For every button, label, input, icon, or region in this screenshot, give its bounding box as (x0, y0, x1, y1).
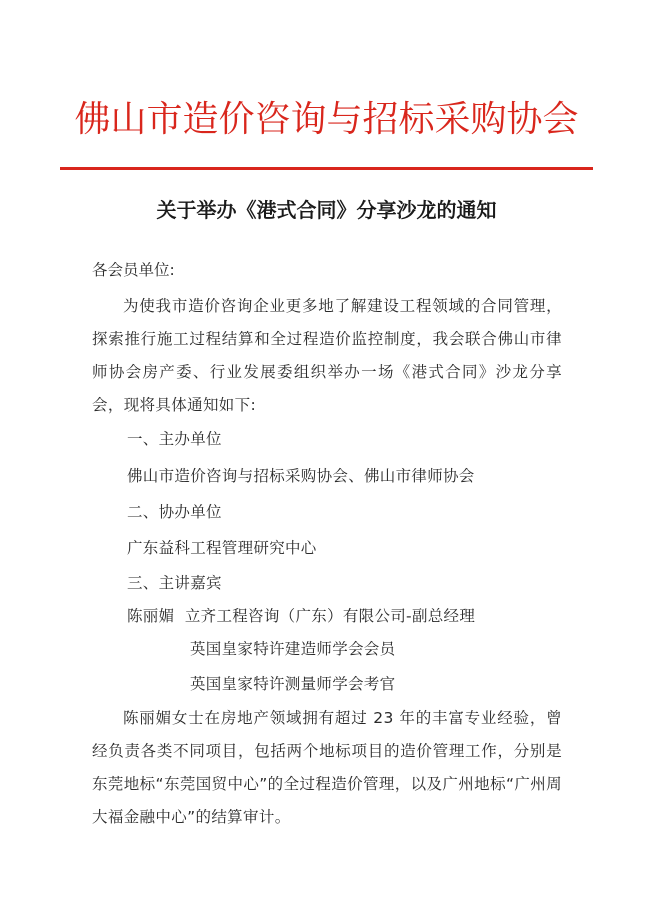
section-heading-speaker: 三、主讲嘉宾 (127, 574, 222, 592)
letterhead-org-name: 佛山市造价咨询与招标采购协会 (74, 99, 579, 140)
salutation: 各会员单位: (92, 261, 175, 279)
speaker-bio-paragraph: 陈丽媚女士在房地产领域拥有超过 23 年的丰富专业经验，曾经负责各类不同项目，包括两个地标项目的造价管理工作，分别是东莞地标“东莞国贸中心”的全过程造价管理，以及广州地标“广州周大福金融中心”的结算审计。 (92, 709, 562, 826)
co-host-organization: 广东益科工程管理研究中心 (127, 539, 317, 557)
speaker-name-title: 陈丽媚 立齐工程咨询（广东）有限公司-副总经理 (127, 607, 476, 625)
notice-title: 关于举办《港式合同》分享沙龙的通知 (156, 198, 497, 222)
intro-paragraph: 为使我市造价咨询企业更多地了解建设工程领域的合同管理，探索推行施工过程结算和全过程造价监控制度，我会联合佛山市律师协会房产委、行业发展委组织举办一场《港式合同》沙龙分享会，现将具体通知如下: (92, 297, 562, 414)
speaker-credential-rics: 英国皇家特许测量师学会考官 (190, 675, 396, 693)
letterhead-divider (60, 167, 593, 170)
section-heading-host: 一、主办单位 (127, 430, 222, 448)
host-organizations: 佛山市造价咨询与招标采购协会、佛山市律师协会 (127, 467, 475, 485)
section-heading-co-host: 二、协办单位 (127, 503, 222, 521)
speaker-credential-ciob: 英国皇家特许建造师学会会员 (190, 640, 396, 658)
